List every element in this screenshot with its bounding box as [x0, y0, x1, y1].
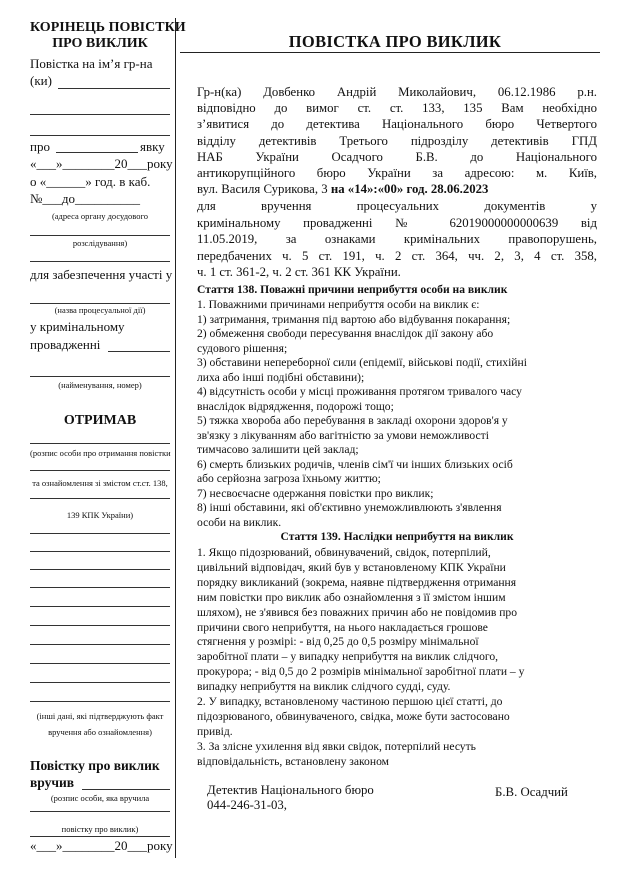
caption-handed1: (розпис особи, яка вручила	[50, 793, 150, 803]
bodyLines-line: Гр-н(ка) Довбенко Андрій Миколайович, 06.12.1986 р.н.	[197, 85, 597, 99]
stub-time-line: о «______» год. в каб.	[30, 174, 151, 189]
art138-line: 6) смерть близьких родичів, членів сім'ї чи інших близьких осіб	[197, 457, 513, 471]
art138-line: 5) тяжка хвороба або перебування в закладі охорони здоров'я у	[197, 414, 508, 427]
caption-other1: (інші дані, які підтверджують факт	[36, 711, 164, 721]
blank-line	[30, 811, 170, 812]
blank-line	[30, 443, 170, 444]
art138-line: судового рішення;	[197, 341, 288, 355]
blank-line	[30, 682, 170, 683]
art138-line: 1. Поважними причинами неприбуття особи на виклик є:	[197, 298, 480, 311]
stub-summons-line2: (ки)	[30, 73, 52, 88]
column-divider	[175, 18, 176, 858]
handed-line2: вручив	[30, 775, 75, 790]
art138-line: 4) відсутність особи у місці проживання протягом тривалого часу	[197, 385, 522, 398]
art138-line: 1) затримання, тримання під вартою або відбування покарання;	[197, 312, 511, 326]
caption-article: 139 КПК України)	[66, 510, 134, 520]
art139-line: підозрюваного, обвинуваченого, свідка, може бути застосовано	[197, 709, 510, 723]
caption-handed2: повістку про виклик)	[61, 824, 139, 834]
purposeLines-line: кримінальному провадженні № 62019000000000639 від	[197, 215, 597, 230]
art138-line: або серйозна загроза їхньому життю;	[197, 472, 381, 485]
bodyLines-line: антикорупційного бюро України за адресою: м. Київ,	[197, 166, 597, 180]
blank-line	[58, 88, 170, 89]
art138-line: особи на виклик.	[197, 515, 282, 529]
blank-line	[30, 644, 170, 645]
blank-line	[30, 663, 170, 664]
blank-line	[30, 606, 170, 607]
caption-action: (назва процесуальної дії)	[54, 305, 146, 315]
article-139-title: Стаття 139. Наслідки неприбуття на виклик	[280, 530, 514, 543]
blank-line	[82, 789, 170, 790]
blank-line	[30, 114, 170, 115]
summons-notice	[180, 18, 600, 858]
art139-line: 1. Якщо підозрюваний, обвинувачений, свідок, потерпілий,	[197, 546, 491, 559]
signatory-name: Б.В. Осадчий	[495, 785, 568, 799]
blank-line	[56, 152, 138, 153]
notice-title: ПОВІСТКА ПРО ВИКЛИК	[288, 32, 502, 51]
bodyLines-line: з’явитися до детектива Національного бюро Четвертого	[197, 117, 597, 132]
art138-line: лиха або інші подібні обставини);	[197, 370, 365, 384]
notice-address	[197, 182, 597, 198]
purposeLines-line: для вручення процесуальних документів у	[197, 199, 597, 213]
summons-stub	[30, 18, 186, 858]
art138-line: 7) несвоєчасне одержання повістки про виклик;	[197, 486, 434, 500]
art139-line: заробітної плати – у випадку неприбуття на виклик слідчого,	[197, 650, 499, 664]
bodyLines-line: відділу детективів Третього підрозділу детективів ГПД	[197, 133, 597, 148]
art139-line: порядку викликаний (зокрема, наявне підтвердження отримання	[197, 575, 517, 589]
appointment-time: на «14»:«00» год. 28.06.2023	[330, 182, 489, 196]
art139-line: причини свого неприбуття, на нього накладається грошове	[197, 620, 488, 634]
stub-room-line: №___до__________	[30, 191, 141, 206]
blank-line	[30, 303, 170, 304]
caption-name: (найменування, номер)	[58, 380, 142, 390]
art139-line: шляхом), не з'явився без поважних причин або не повідомив про	[197, 605, 517, 619]
blank-line	[30, 470, 170, 471]
blank-line	[30, 235, 170, 236]
blank-line	[108, 351, 170, 352]
art139-line: ним повістки про виклик або ознайомлення з її змістом іншим	[197, 590, 506, 604]
art138-line: зв'язку з лікуванням або вагітністю за умови неможливості	[197, 428, 489, 442]
detective-label: Детектив Національного бюро	[207, 783, 374, 797]
art138-line: 2) обмеження свободи пересування внаслідок дії закону або	[197, 327, 494, 340]
blank-line	[30, 569, 170, 570]
art138-line: тимчасово залишити цей заклад;	[197, 443, 359, 456]
art138-line: внаслідок відрядження, подорожі тощо;	[197, 399, 394, 413]
blank-line	[30, 836, 170, 837]
art139-line: 3. За злісне ухилення від явки свідок, потерпілий несуть	[197, 739, 476, 753]
blank-line	[30, 533, 170, 534]
art139-line: привід.	[197, 724, 233, 738]
stub-final-date: «___»________20___року	[30, 838, 173, 853]
art139-line: випадку неприбуття на виклик слідчого судді, суду.	[197, 680, 451, 694]
art139-line: цивільний відповідач, який був у встановленому КПК України	[197, 560, 506, 574]
article-138-title: Стаття 138. Поважні причини неприбуття особи на виклик	[197, 283, 508, 296]
blank-line	[30, 261, 170, 262]
art138-line: 3) обставини непереборної сили (епідемії, військові події, стихійні	[197, 356, 527, 369]
blank-line	[30, 551, 170, 552]
blank-line	[30, 498, 170, 499]
stub-date-line: «___»________20___року	[30, 156, 173, 171]
stub-purpose-line: для забезпечення участі у	[30, 267, 173, 282]
caption-signature: (розпис особи про отримання повістки	[30, 448, 171, 458]
bodyLines-line: НАБ України Осадчого Б.В. до Національного	[197, 149, 597, 164]
stub-pro-label: про	[30, 139, 50, 154]
art139-line: відповідальність, встановлену законом	[197, 754, 389, 768]
stub-proceeding-line2: провадженні	[30, 337, 101, 352]
purposeLines-line: 11.05.2019, за ознаками кримінальних правопорушень,	[197, 232, 597, 246]
art139-line: прокурора; - від 0,5 до 2 розмірів мінімальної заробітної плати – у	[197, 665, 525, 679]
handed-line1: Повістку про виклик	[30, 758, 160, 773]
phone-number: 044-246-31-03,	[207, 798, 287, 812]
stub-yavku-label: явку	[140, 139, 165, 154]
art139-line: 2. У випадку, встановленому частиною першою цієї статті, до	[197, 695, 503, 708]
blank-line	[30, 701, 170, 702]
blank-line	[30, 376, 170, 377]
purpose-last-line: ч. 1 ст. 361-2, ч. 2 ст. 361 КК України.	[197, 265, 401, 279]
caption-familiar: та ознайомлення зі змістом ст.ст. 138,	[32, 478, 168, 488]
blank-line	[30, 135, 170, 136]
stub-proceeding-line1: у кримінальному	[30, 319, 125, 334]
caption-investigation: розслідування)	[72, 238, 128, 248]
art138-line: 8) інші обставини, які об'єктивно унеможливлюють з'явлення	[197, 501, 502, 514]
blank-line	[30, 587, 170, 588]
address-text: вул. Василя Сурикова, 3	[197, 182, 331, 196]
received-title: ОТРИМАВ	[63, 413, 137, 428]
purposeLines-line: передбачених ч. 5 ст. 191, ч. 2 ст. 364, чч. 2, 3, 4 ст. 358,	[197, 248, 597, 263]
caption-other2: вручення або ознайомлення)	[48, 727, 152, 737]
stub-summons-line1: Повістка на ім’я гр-на	[30, 56, 153, 71]
caption-body: (адреса органу досудового	[51, 211, 149, 221]
blank-line	[30, 625, 170, 626]
art139-line: стягнення у розмірі: - від 0,25 до 0,5 розміру мінімальної	[197, 635, 479, 649]
stub-title-line1: КОРІНЕЦЬ ПОВІСТКИ	[30, 20, 186, 35]
bodyLines-line: відповідно до вимог ст. ст. 133, 135 Вам необхідно	[197, 101, 597, 116]
stub-title-line2: ПРО ВИКЛИК	[52, 36, 148, 51]
